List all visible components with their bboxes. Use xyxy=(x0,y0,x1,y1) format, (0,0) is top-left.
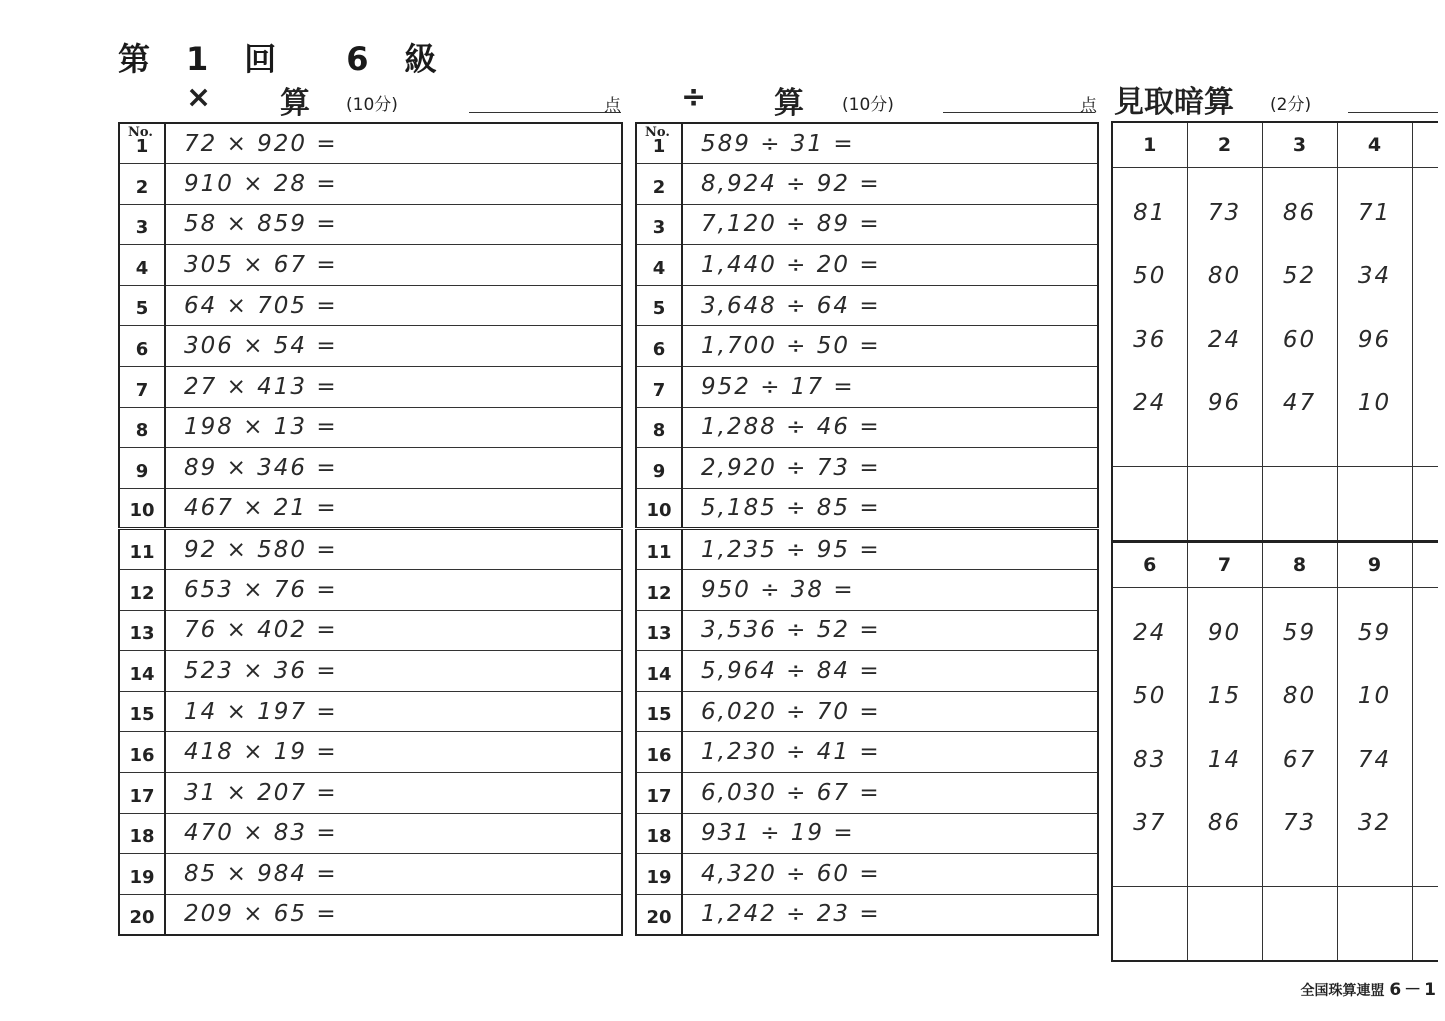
division-score-unit: 点 xyxy=(1080,96,1097,116)
problem-number-value: 12 xyxy=(129,582,155,604)
division-expression: 1,700 ÷ 50 = xyxy=(682,326,1098,367)
problem-number-value: 10 xyxy=(129,500,155,522)
mental-value: 47 xyxy=(1282,390,1317,416)
division-row xyxy=(636,123,1098,164)
mental-value: 86 xyxy=(1207,810,1242,836)
problem-number xyxy=(636,651,682,692)
division-title: 算 xyxy=(774,86,804,121)
multiplication-row xyxy=(119,691,622,732)
multiplication-title: 算 xyxy=(280,86,310,121)
mental-value: 32 xyxy=(1357,810,1392,836)
division-expression: 4,320 ÷ 60 = xyxy=(682,854,1098,895)
mental-score-line xyxy=(1348,112,1438,113)
problem-number-value: 18 xyxy=(129,826,155,848)
mental-column-number: 8 xyxy=(1262,542,1337,587)
division-row xyxy=(636,326,1098,367)
multiplication-row xyxy=(119,854,622,895)
mental-value: 83 xyxy=(1133,746,1167,773)
mental-column-number: 1 xyxy=(1112,122,1187,167)
mental-time: (2分) xyxy=(1270,95,1312,115)
problem-number-value: 9 xyxy=(135,460,149,482)
problem-number xyxy=(119,610,165,651)
mental-answer-cell[interactable] xyxy=(1262,466,1337,541)
mental-value: 81 xyxy=(1133,199,1167,226)
mental-column-values xyxy=(1187,167,1262,466)
mental-value: 96 xyxy=(1207,390,1242,416)
problem-number-value: 9 xyxy=(652,460,666,482)
mental-value: 36 xyxy=(1133,326,1167,353)
problem-number xyxy=(119,245,165,286)
problem-number-value: 17 xyxy=(129,785,155,807)
division-row xyxy=(636,367,1098,408)
problem-number-value: 16 xyxy=(129,745,155,766)
no-abbr-label: No. xyxy=(128,125,153,140)
problem-number-value: 11 xyxy=(646,542,672,564)
problem-number-value: 2 xyxy=(652,176,666,198)
multiplication-row xyxy=(119,448,622,489)
multiplication-row xyxy=(119,894,622,935)
no-abbr-label: No. xyxy=(645,125,670,140)
division-expression: 5,964 ÷ 84 = xyxy=(682,651,1098,692)
problem-number-value: 1 xyxy=(652,136,666,158)
mental-value: 10 xyxy=(1357,390,1392,416)
multiplication-expression: 198 × 13 = xyxy=(165,407,622,448)
page-title: 第 1 回 6 級 xyxy=(118,40,439,78)
multiplication-row xyxy=(119,773,622,814)
multiplication-expression: 653 × 76 = xyxy=(165,570,622,611)
mental-table-top xyxy=(1111,121,1438,542)
mental-value: 90 xyxy=(1207,619,1242,646)
multiplication-row xyxy=(119,367,622,408)
problem-number xyxy=(636,488,682,529)
multiplication-expression: 306 × 54 = xyxy=(165,326,622,367)
problem-number-value: 6 xyxy=(135,339,149,361)
problem-number xyxy=(119,204,165,245)
problem-number xyxy=(119,326,165,367)
problem-number-value: 15 xyxy=(129,704,155,726)
mental-column-cut xyxy=(1412,167,1438,466)
problem-number-value: 13 xyxy=(646,623,672,645)
division-expression: 3,648 ÷ 64 = xyxy=(682,285,1098,326)
multiplication-expression: 14 × 197 = xyxy=(165,691,622,732)
problem-number-value: 14 xyxy=(646,663,672,685)
division-row xyxy=(636,651,1098,692)
mental-column-values xyxy=(1112,587,1187,886)
mental-column-number: 7 xyxy=(1187,542,1262,587)
problem-number xyxy=(119,854,165,895)
division-row xyxy=(636,164,1098,205)
mental-column-number: 3 xyxy=(1262,122,1337,167)
division-row xyxy=(636,610,1098,651)
problem-number xyxy=(636,164,682,205)
problem-number xyxy=(119,123,165,164)
division-row xyxy=(636,813,1098,854)
division-row xyxy=(636,204,1098,245)
mental-column-cut xyxy=(1412,466,1438,541)
division-row xyxy=(636,285,1098,326)
multiplication-row xyxy=(119,123,622,164)
divide-symbol: ÷ xyxy=(681,80,707,115)
problem-number xyxy=(636,813,682,854)
division-row xyxy=(636,894,1098,935)
division-row xyxy=(636,407,1098,448)
mental-column-cut xyxy=(1412,542,1438,587)
problem-number xyxy=(119,732,165,773)
problem-number-value: 19 xyxy=(129,866,155,888)
mental-value: 15 xyxy=(1207,683,1242,709)
problem-number xyxy=(636,123,682,164)
problem-number-value: 4 xyxy=(652,257,666,279)
multiplication-expression: 76 × 402 = xyxy=(165,610,622,651)
division-expression: 952 ÷ 17 = xyxy=(682,367,1098,408)
multiplication-row xyxy=(119,570,622,611)
mental-table-bottom xyxy=(1111,541,1438,962)
mental-value: 60 xyxy=(1282,326,1317,353)
problem-number xyxy=(119,164,165,205)
problem-number xyxy=(119,529,165,570)
mental-column-cut xyxy=(1412,122,1438,167)
multiplication-expression: 89 × 346 = xyxy=(165,448,622,489)
problem-number xyxy=(119,407,165,448)
mental-value: 24 xyxy=(1133,619,1167,646)
problem-number xyxy=(636,529,682,570)
division-expression: 3,536 ÷ 52 = xyxy=(682,610,1098,651)
multiply-symbol: × xyxy=(186,80,212,115)
problem-number xyxy=(119,651,165,692)
division-expression: 8,924 ÷ 92 = xyxy=(682,164,1098,205)
problem-number-value: 20 xyxy=(646,906,672,928)
multiplication-row xyxy=(119,245,622,286)
problem-number xyxy=(636,204,682,245)
multiplication-expression: 418 × 19 = xyxy=(165,732,622,773)
mental-value: 67 xyxy=(1282,746,1317,773)
multiplication-expression: 31 × 207 = xyxy=(165,773,622,814)
problem-number xyxy=(119,367,165,408)
multiplication-row xyxy=(119,813,622,854)
multiplication-expression: 92 × 580 = xyxy=(165,529,622,570)
problem-number xyxy=(636,732,682,773)
problem-number xyxy=(636,326,682,367)
mental-value: 50 xyxy=(1133,683,1167,709)
mental-value: 71 xyxy=(1357,199,1392,226)
division-table xyxy=(635,122,1099,936)
multiplication-row xyxy=(119,488,622,529)
multiplication-score-line xyxy=(469,112,621,113)
division-expression: 5,185 ÷ 85 = xyxy=(682,488,1098,529)
division-expression: 1,440 ÷ 20 = xyxy=(682,245,1098,286)
multiplication-row xyxy=(119,326,622,367)
multiplication-expression: 305 × 67 = xyxy=(165,245,622,286)
mental-value: 14 xyxy=(1207,746,1242,773)
mental-value: 80 xyxy=(1282,683,1317,709)
problem-number xyxy=(119,813,165,854)
mental-value: 10 xyxy=(1357,683,1392,709)
problem-number-value: 6 xyxy=(652,339,666,361)
multiplication-expression: 64 × 705 = xyxy=(165,285,622,326)
division-row xyxy=(636,732,1098,773)
problem-number xyxy=(636,894,682,935)
problem-number-value: 11 xyxy=(129,542,155,564)
multiplication-row xyxy=(119,204,622,245)
problem-number-value: 8 xyxy=(652,420,666,442)
mental-value: 59 xyxy=(1357,619,1392,646)
problem-number xyxy=(119,894,165,935)
division-expression: 931 ÷ 19 = xyxy=(682,813,1098,854)
mental-value: 74 xyxy=(1357,746,1392,773)
mental-value: 24 xyxy=(1207,326,1242,353)
division-row xyxy=(636,448,1098,489)
mental-answer-cell[interactable] xyxy=(1112,886,1187,961)
mental-value: 50 xyxy=(1133,263,1167,289)
division-score-line xyxy=(943,112,1095,113)
division-row xyxy=(636,245,1098,286)
division-expression: 7,120 ÷ 89 = xyxy=(682,204,1098,245)
multiplication-row xyxy=(119,407,622,448)
mental-column-cut xyxy=(1412,587,1438,886)
mental-value: 96 xyxy=(1357,326,1392,353)
multiplication-row xyxy=(119,164,622,205)
mental-value: 34 xyxy=(1357,263,1392,289)
division-expression: 1,288 ÷ 46 = xyxy=(682,407,1098,448)
problem-number-value: 7 xyxy=(135,379,149,401)
division-row xyxy=(636,529,1098,570)
multiplication-expression: 85 × 984 = xyxy=(165,854,622,895)
mental-value: 86 xyxy=(1282,199,1317,226)
multiplication-table xyxy=(118,122,623,936)
mental-column-number: 9 xyxy=(1337,542,1412,587)
mental-answer-cell[interactable] xyxy=(1187,466,1262,541)
multiplication-score-unit: 点 xyxy=(604,96,621,116)
multiplication-row xyxy=(119,651,622,692)
division-expression: 1,235 ÷ 95 = xyxy=(682,529,1098,570)
problem-number-value: 4 xyxy=(135,257,149,279)
mental-answer-cell[interactable] xyxy=(1112,466,1187,541)
problem-number xyxy=(119,773,165,814)
problem-number-value: 7 xyxy=(652,379,666,401)
problem-number-value: 17 xyxy=(646,785,672,807)
division-expression: 589 ÷ 31 = xyxy=(682,123,1098,164)
multiplication-time: (10分) xyxy=(346,95,398,115)
mental-column-number: 6 xyxy=(1112,542,1187,587)
mental-column-number: 4 xyxy=(1337,122,1412,167)
problem-number xyxy=(636,448,682,489)
multiplication-expression: 58 × 859 = xyxy=(165,204,622,245)
mental-answer-cell[interactable] xyxy=(1337,466,1412,541)
mental-column-values xyxy=(1112,167,1187,466)
division-row xyxy=(636,691,1098,732)
problem-number xyxy=(636,854,682,895)
mental-column-values xyxy=(1187,587,1262,886)
multiplication-expression: 72 × 920 = xyxy=(165,123,622,164)
mental-value: 73 xyxy=(1282,810,1317,836)
problem-number xyxy=(636,691,682,732)
mental-column-values xyxy=(1262,167,1337,466)
mental-value: 37 xyxy=(1133,810,1167,836)
division-expression: 950 ÷ 38 = xyxy=(682,570,1098,611)
mental-column-values xyxy=(1262,587,1337,886)
multiplication-expression: 470 × 83 = xyxy=(165,813,622,854)
division-expression: 6,030 ÷ 67 = xyxy=(682,773,1098,814)
problem-number-value: 3 xyxy=(135,217,149,239)
mental-answer-cell[interactable] xyxy=(1187,886,1262,961)
multiplication-expression: 910 × 28 = xyxy=(165,164,622,205)
multiplication-row xyxy=(119,610,622,651)
division-row xyxy=(636,570,1098,611)
problem-number-value: 5 xyxy=(652,298,666,320)
mental-answer-cell[interactable] xyxy=(1337,886,1412,961)
division-row xyxy=(636,773,1098,814)
mental-column-number: 2 xyxy=(1187,122,1262,167)
problem-number xyxy=(636,285,682,326)
problem-number-value: 2 xyxy=(135,176,149,198)
problem-number xyxy=(636,407,682,448)
multiplication-expression: 27 × 413 = xyxy=(165,367,622,408)
problem-number xyxy=(636,570,682,611)
problem-number xyxy=(636,245,682,286)
problem-number-value: 16 xyxy=(646,745,672,766)
problem-number-value: 10 xyxy=(646,500,672,522)
problem-number-value: 1 xyxy=(135,136,149,158)
problem-number xyxy=(119,570,165,611)
problem-number-value: 12 xyxy=(646,582,672,604)
problem-number xyxy=(119,448,165,489)
mental-value: 59 xyxy=(1282,619,1317,646)
footer-org: 全国珠算連盟 xyxy=(1300,983,1385,999)
problem-number-value: 5 xyxy=(135,298,149,320)
multiplication-row xyxy=(119,732,622,773)
mental-title: 見取暗算 xyxy=(1114,85,1234,120)
problem-number xyxy=(636,773,682,814)
problem-number-value: 14 xyxy=(129,663,155,685)
mental-column-values xyxy=(1337,167,1412,466)
division-expression: 2,920 ÷ 73 = xyxy=(682,448,1098,489)
problem-number-value: 3 xyxy=(652,217,666,239)
division-row xyxy=(636,854,1098,895)
problem-number xyxy=(119,691,165,732)
page-code: 6－1 xyxy=(1389,980,1439,1000)
problem-number xyxy=(119,488,165,529)
footer xyxy=(1300,975,1439,1000)
problem-number xyxy=(119,285,165,326)
mental-value: 80 xyxy=(1207,263,1242,289)
mental-column-cut xyxy=(1412,886,1438,961)
division-expression: 1,242 ÷ 23 = xyxy=(682,894,1098,935)
mental-value: 73 xyxy=(1207,199,1242,226)
division-time: (10分) xyxy=(842,95,894,115)
division-expression: 1,230 ÷ 41 = xyxy=(682,732,1098,773)
mental-value: 24 xyxy=(1133,390,1167,416)
multiplication-row xyxy=(119,529,622,570)
mental-value: 52 xyxy=(1282,263,1317,289)
problem-number-value: 18 xyxy=(646,826,672,848)
division-expression: 6,020 ÷ 70 = xyxy=(682,691,1098,732)
problem-number-value: 8 xyxy=(135,420,149,442)
problem-number-value: 19 xyxy=(646,866,672,888)
multiplication-expression: 209 × 65 = xyxy=(165,894,622,935)
multiplication-row xyxy=(119,285,622,326)
problem-number-value: 13 xyxy=(129,623,155,645)
problem-number xyxy=(636,367,682,408)
problem-number-value: 20 xyxy=(129,906,155,928)
division-row xyxy=(636,488,1098,529)
problem-number-value: 15 xyxy=(646,704,672,726)
multiplication-expression: 467 × 21 = xyxy=(165,488,622,529)
mental-answer-cell[interactable] xyxy=(1262,886,1337,961)
mental-column-values xyxy=(1337,587,1412,886)
problem-number xyxy=(636,610,682,651)
multiplication-expression: 523 × 36 = xyxy=(165,651,622,692)
